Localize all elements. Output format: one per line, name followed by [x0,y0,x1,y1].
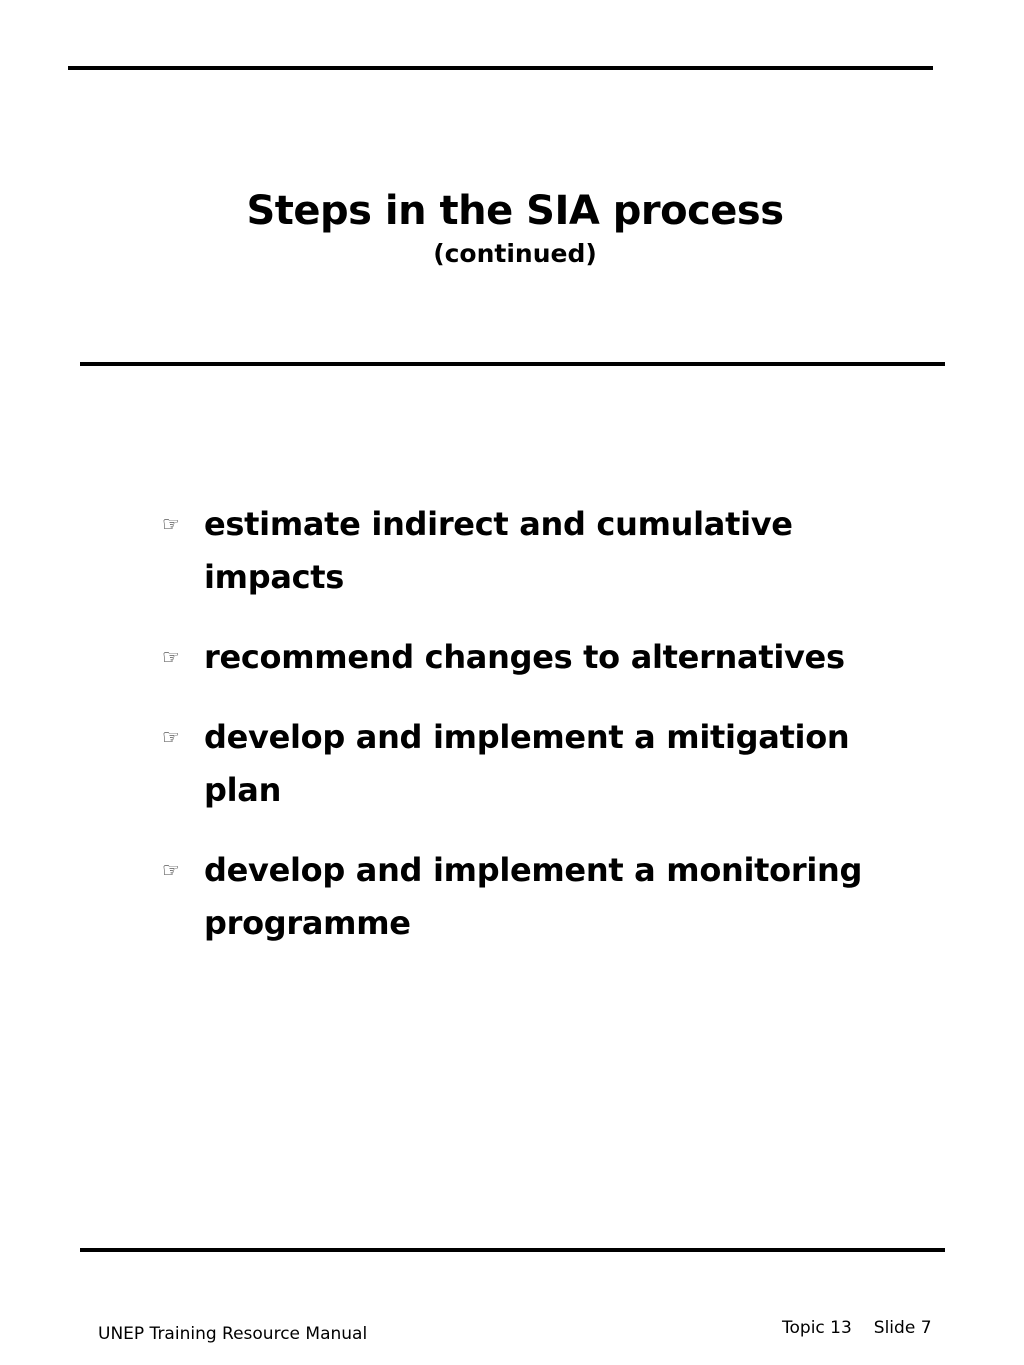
topic-number: Topic 13 [782,1318,852,1338]
bullet-text: estimate indirect and cumulative impacts [204,505,793,596]
pointing-hand-icon: ☞ [162,858,180,882]
bullet-item [160,631,920,684]
title-divider [80,362,945,366]
footer-divider [80,1248,945,1252]
slide-title: Steps in the SIA process [246,188,784,234]
bullet-text: recommend changes to alternatives [204,638,845,676]
pointing-hand-icon: ☞ [162,725,180,749]
title-block [0,185,1024,271]
top-divider [68,66,933,70]
footer-slide-info [782,1316,932,1340]
footer-manual-title: UNEP Training Resource Manual [98,1324,368,1344]
bullet-text: develop and implement a mitigation plan [204,718,850,809]
pointing-hand-icon: ☞ [162,645,180,669]
bullet-text: develop and implement a monitoring programme [204,851,863,942]
slide-number: Slide 7 [873,1318,932,1338]
bullet-list [160,498,920,977]
bullet-item [160,498,920,604]
bullet-item [160,844,920,950]
bullet-item [160,711,920,817]
pointing-hand-icon: ☞ [162,512,180,536]
slide-subtitle: (continued) [433,239,597,268]
